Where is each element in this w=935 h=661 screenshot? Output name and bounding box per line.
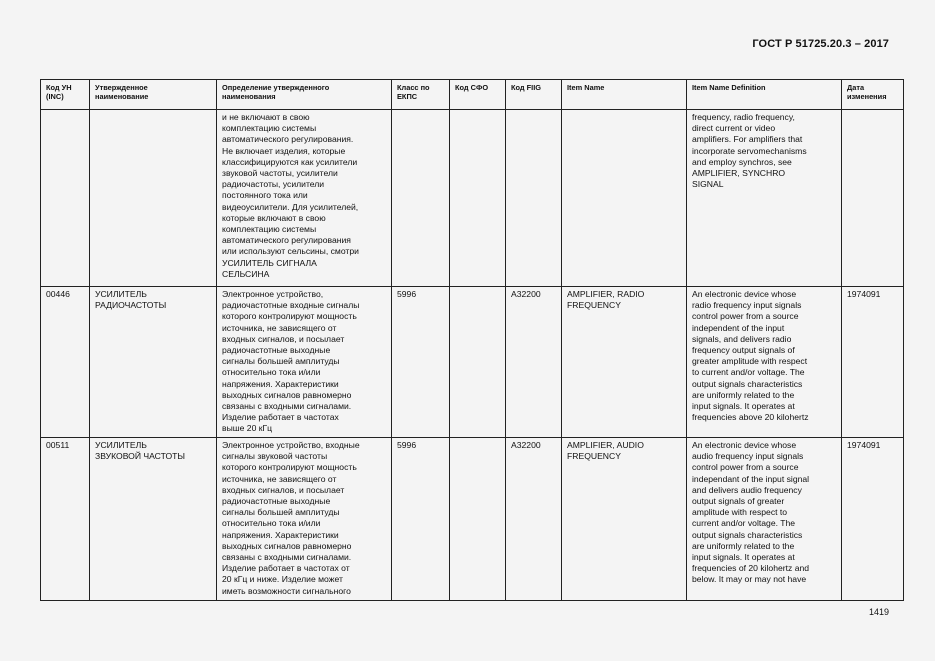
cell-sfo-code — [450, 438, 506, 601]
cell-item-name-definition: An electronic device whose audio frequency input signals control power from a source independant of the input signal and delivers audio frequency output signals of greater amplitude with respect to current and/or voltage. The output signals characteristics are uniformly related to the input signals. It operates at frequencies of 20 kilohertz and below. It may or may not have — [687, 438, 842, 601]
table-row — [41, 110, 904, 287]
header-sfo-code: Код СФО — [450, 80, 506, 110]
cell-approved-name — [90, 110, 217, 287]
cell-inc: 00511 — [41, 438, 90, 601]
cell-fiig-code — [506, 110, 562, 287]
table-header-row — [41, 80, 904, 110]
header-item-name: Item Name — [562, 80, 687, 110]
cell-inc — [41, 110, 90, 287]
table-row — [41, 438, 904, 601]
cell-change-date: 1974091 — [842, 438, 904, 601]
cell-fiig-code: A32200 — [506, 287, 562, 438]
header-fiig-code: Код FIIG — [506, 80, 562, 110]
cell-inc: 00446 — [41, 287, 90, 438]
header-item-name-definition: Item Name Definition — [687, 80, 842, 110]
cell-item-name-definition: An electronic device whose radio frequency input signals control power from a source independent of the input signals, and delivers radio frequency output signals of greater amplitude with respect to current and/or voltage. The output signals characteristics are uniformly related to the input signals. It operates at frequencies above 20 kilohertz — [687, 287, 842, 438]
cell-definition-ru: и не включают в свою комплектацию системы автоматического регулирования. Не включает изделия, которые классифицируются как усилители звуковой частоты, усилители радиочастоты, усилители постоянного тока или видеоусилители. Для усилителей, которые включают в свою комплектацию системы автоматического регулирования или используют сельсины, смотри УСИЛИТЕЛЬ СИГНАЛА СЕЛЬСИНА — [217, 110, 392, 287]
cell-ekps-class — [392, 110, 450, 287]
cell-approved-name: УСИЛИТЕЛЬ РАДИОЧАСТОТЫ — [90, 287, 217, 438]
cell-change-date: 1974091 — [842, 287, 904, 438]
header-change-date: Дата изменения — [842, 80, 904, 110]
cell-ekps-class: 5996 — [392, 438, 450, 601]
header-approved-name: Утвержденное наименование — [90, 80, 217, 110]
document-header: ГОСТ Р 51725.20.3 – 2017 — [752, 38, 889, 50]
cell-definition-ru: Электронное устройство, радиочастотные входные сигналы которого контролируют мощность источника, не зависящего от входных сигналов, и посылает радиочастотные выходные сигналы большей амплитуды относительно тока и/или напряжения. Характеристики выходных сигналов равномерно связаны с входными сигналами. Изделие работает в частотах выше 20 кГц — [217, 287, 392, 438]
cell-sfo-code — [450, 110, 506, 287]
cell-sfo-code — [450, 287, 506, 438]
cell-fiig-code: A32200 — [506, 438, 562, 601]
cell-definition-ru: Электронное устройство, входные сигналы звуковой частоты которого контролируют мощность источника, не зависящего от входных сигналов, и посылает радиочастотные выходные сигналы большей амплитуды относительно тока и/или напряжения. Характеристики выходных сигналов равномерно связаны с входными сигналами. Изделие работает в частотах от 20 кГц и ниже. Изделие может иметь возможности сигнального — [217, 438, 392, 601]
cell-approved-name: УСИЛИТЕЛЬ ЗВУКОВОЙ ЧАСТОТЫ — [90, 438, 217, 601]
cell-change-date — [842, 110, 904, 287]
cell-item-name — [562, 110, 687, 287]
cell-ekps-class: 5996 — [392, 287, 450, 438]
item-names-table — [40, 79, 904, 601]
table-row — [41, 287, 904, 438]
header-inc: Код УН (INC) — [41, 80, 90, 110]
cell-item-name: AMPLIFIER, AUDIO FREQUENCY — [562, 438, 687, 601]
cell-item-name-definition: frequency, radio frequency, direct current or video amplifiers. For amplifiers that incorporate servomechanisms and employ synchros, see AMPLIFIER, SYNCHRO SIGNAL — [687, 110, 842, 287]
cell-item-name: AMPLIFIER, RADIO FREQUENCY — [562, 287, 687, 438]
header-definition-ru: Определение утвержденного наименования — [217, 80, 392, 110]
header-ekps-class: Класс по ЕКПС — [392, 80, 450, 110]
page-number: 1419 — [868, 607, 889, 617]
